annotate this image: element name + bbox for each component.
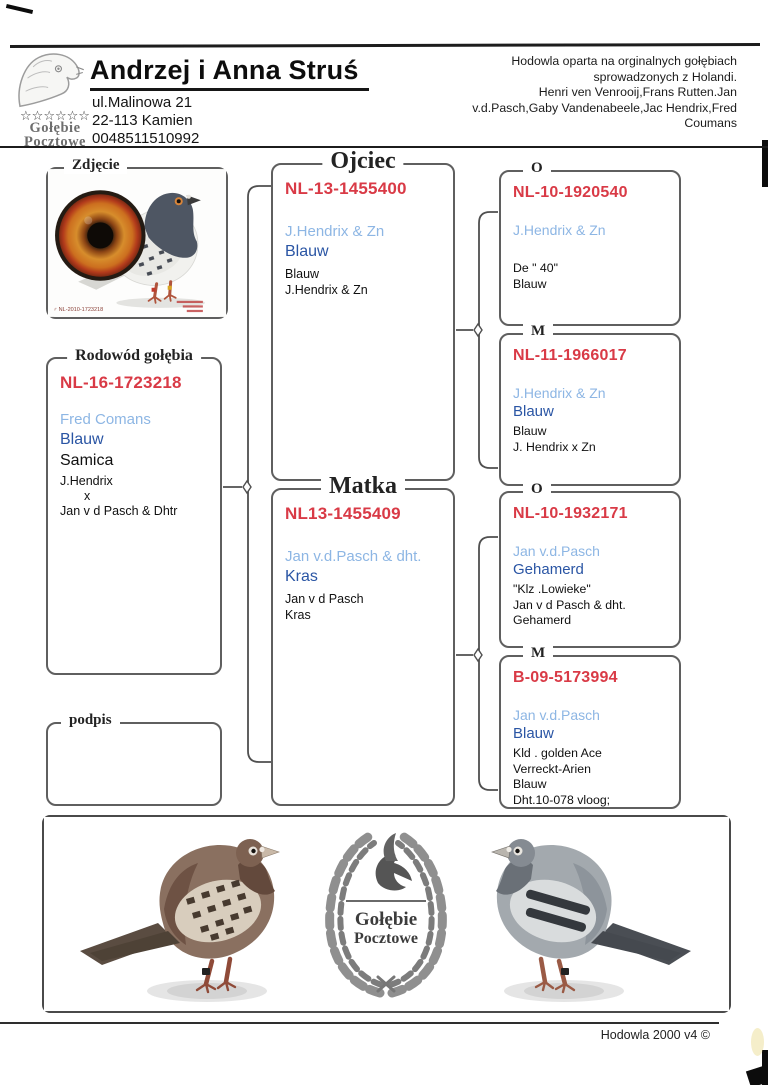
footer-rule [0,1022,719,1024]
origin-lines [285,266,445,298]
program-credit: Hodowla 2000 v4 © [600,1028,710,1042]
signature-box [46,712,222,806]
text-line: Jan v d Pasch [285,592,364,606]
breeder-name: J.Hendrix & Zn [513,385,606,401]
ring-number: NL-16-1723218 [60,373,182,392]
text-line: Blauw [513,276,547,291]
text-line: 22-113 Kamien [92,112,193,129]
connector-diamond [474,324,482,336]
color-label: Blauw [60,431,104,448]
text-line: "Klz .Lowieke" [513,582,591,596]
photo-box-title: Zdjęcie [64,157,127,174]
origin-lines [513,261,671,292]
color-label [513,240,671,258]
ring-number: NL-13-1455400 [285,179,407,198]
text-line: Kras [285,608,311,622]
text-line: v.d.Pasch,Gaby Vandenabeele,Jac Hendrix,Fred [472,100,737,115]
ring-number: NL-10-1920540 [513,184,628,201]
granddam-box-maternal [499,645,681,809]
mother-box-title: Matka [321,473,405,500]
subject-bird-box [46,347,222,675]
breeder-name: Jan v.d.Pasch [513,707,600,723]
text-line: Henri ven Venrooij,Frans Rutten.Jan [538,85,737,99]
banner-illustration [44,817,729,1011]
scan-artifact [6,4,33,14]
text-line: x [84,489,91,503]
grandparent-box-title: O [523,160,551,177]
color-label: Blauw [513,403,554,420]
photo-ring-caption: ♂ NL-2010-1723218 [53,306,104,313]
connector-diamond [474,649,482,661]
loft-logo [12,50,98,149]
color-label: Gehamerd [513,561,584,578]
breeder-name: Jan v.d.Pasch & dht. [285,548,422,565]
text-line: Dht.10-078 vloog; [513,792,611,807]
loft-description [407,54,737,132]
header-top-rule [10,43,760,47]
text-line: Blauw [285,267,320,281]
text-line: Hodowla oparta na orginalnych gołębiach [511,54,737,68]
pigeon-photo [48,169,226,317]
signature-box-title: podpis [61,712,120,729]
ring-number: B-09-5173994 [513,669,618,686]
origin-lines [513,746,671,808]
text-line: ul.Malinowa 21 [92,94,193,111]
grandsire-box-paternal [499,160,681,326]
eye-closeup [55,190,146,281]
grandparent-box-title: M [523,323,553,340]
origin-lines [513,424,671,455]
scan-artifact [746,1065,768,1085]
text-line: Kld . golden Ace [513,746,602,760]
text-line: Coumans [684,116,737,130]
text-line: J.Hendrix [60,474,113,488]
text-line: J. Hendrix x Zn [513,439,596,454]
wreath-text-line1: Gołębie [354,909,418,930]
pigeon-head-logo-icon [12,50,88,110]
breeder-name: Jan v.d.Pasch [513,543,600,559]
grandparent-box-title: M [523,645,553,662]
text-line: J.Hendrix & Zn [285,283,368,297]
text-line: 0048511510992 [92,130,200,147]
text-line: Blauw [513,777,547,791]
breeder-name: Fred Comans [60,411,151,428]
ring-number: NL13-1455409 [285,504,401,523]
text-line: sprowadzonych z Holandi. [593,69,737,84]
sex-label: Samica [60,452,114,469]
ring-number: NL-11-1966017 [513,347,627,364]
text-line: Jan v d Pasch & Dhtr [60,504,178,518]
color-label: Blauw [285,243,329,260]
color-label: Blauw [513,725,554,742]
subject-box-title: Rodowód gołębia [67,347,201,365]
text-line: Blauw [513,424,547,438]
photo-box [46,157,228,319]
ring-number: NL-10-1932171 [513,505,628,522]
connector-diamond [243,481,251,493]
grandsire-box-maternal [499,481,681,648]
text-line: Jan v d Pasch & dht. [513,597,626,612]
father-box [271,148,455,481]
logo-name-line2: Pocztowe [24,133,86,150]
breeder-name: J.Hendrix & Zn [285,223,385,240]
logo-name-line1: Gołębie [29,120,81,136]
logo-stars: ☆☆☆☆☆☆ [20,108,90,123]
banner-box [42,815,731,1013]
text-line: Verreckt-Arien [513,761,591,776]
breeder-name-title: Andrzej i Anna Struś [90,55,369,91]
origin-lines [285,591,445,623]
grandparent-box-title: O [523,481,551,498]
father-box-title: Ojciec [322,148,403,175]
text-line: Gehamerd [513,613,572,627]
origin-lines [60,474,212,519]
color-label: Kras [285,568,318,585]
breeder-name: J.Hendrix & Zn [513,222,606,238]
granddam-box-paternal [499,323,681,486]
wreath-text-line2: Pocztowe [354,930,418,947]
scan-artifact [751,1028,764,1056]
text-line: De " 40" [513,261,558,275]
origin-lines [513,582,671,629]
mother-box [271,473,455,806]
breeder-address [92,94,199,148]
